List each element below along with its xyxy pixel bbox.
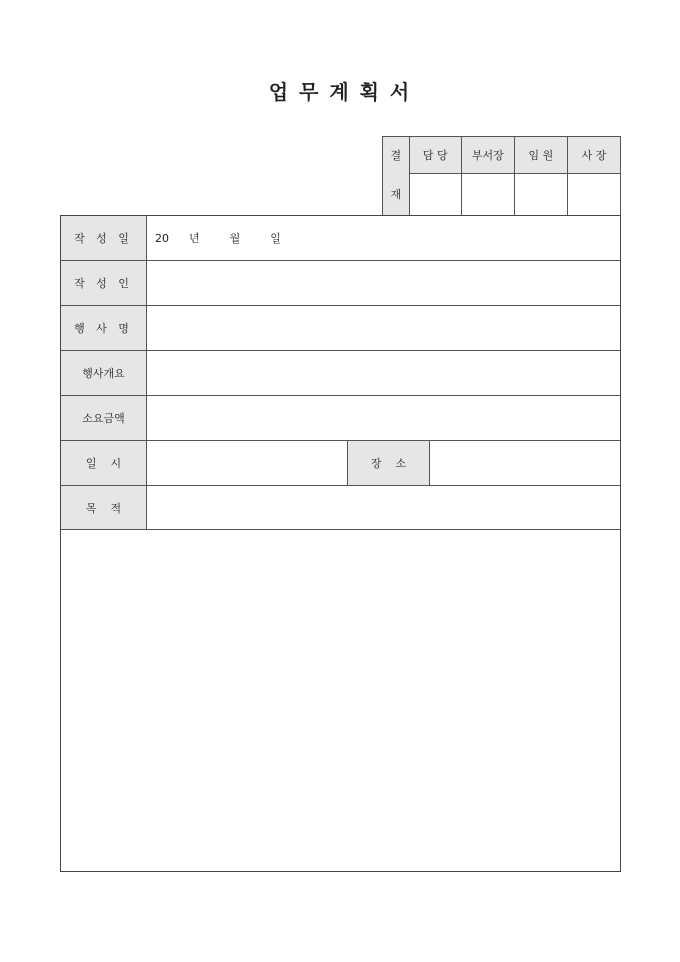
author-field[interactable] — [147, 261, 620, 305]
approval-col-manager: 담 당 — [409, 137, 461, 174]
date-year-prefix: 20 — [155, 231, 169, 245]
datetime-label: 일 시 — [61, 441, 147, 485]
place-field[interactable] — [430, 441, 620, 485]
date-year-unit: 년 — [189, 232, 200, 245]
date-label: 작 성 일 — [61, 216, 147, 260]
approval-sign-executive[interactable] — [514, 173, 567, 216]
row-purpose — [61, 486, 620, 530]
row-cost — [61, 396, 620, 441]
approval-side-label-top: 결 — [383, 137, 410, 174]
event-name-field[interactable] — [147, 306, 620, 350]
details-area[interactable] — [61, 530, 620, 871]
purpose-label: 목 적 — [61, 486, 147, 529]
plan-form — [60, 215, 621, 872]
event-name-label: 행 사 명 — [61, 306, 147, 350]
approval-col-executive: 임 원 — [514, 137, 567, 174]
row-event-name — [61, 306, 620, 351]
event-summary-label: 행사개요 — [61, 351, 147, 395]
approval-sign-manager[interactable] — [409, 173, 461, 216]
approval-col-department-head: 부서장 — [461, 137, 514, 174]
author-label: 작 성 인 — [61, 261, 147, 305]
approval-box — [382, 136, 621, 216]
approval-sign-president[interactable] — [567, 173, 620, 216]
place-label: 장 소 — [348, 441, 430, 485]
cost-field[interactable] — [147, 396, 620, 440]
date-month-unit: 월 — [229, 232, 241, 245]
datetime-field[interactable] — [147, 441, 348, 485]
cost-label: 소요금액 — [61, 396, 147, 440]
approval-col-president: 사 장 — [567, 137, 620, 174]
row-date — [61, 216, 620, 261]
approval-sign-department-head[interactable] — [461, 173, 514, 216]
date-field[interactable] — [147, 216, 620, 260]
row-datetime-place — [61, 441, 620, 486]
event-summary-field[interactable] — [147, 351, 620, 395]
row-event-summary — [61, 351, 620, 396]
purpose-field[interactable] — [147, 486, 620, 529]
approval-side-label-bottom: 재 — [383, 173, 410, 216]
date-day-unit: 일 — [270, 232, 281, 245]
row-author — [61, 261, 620, 306]
page-title: 업 무 계 획 서 — [268, 80, 412, 104]
